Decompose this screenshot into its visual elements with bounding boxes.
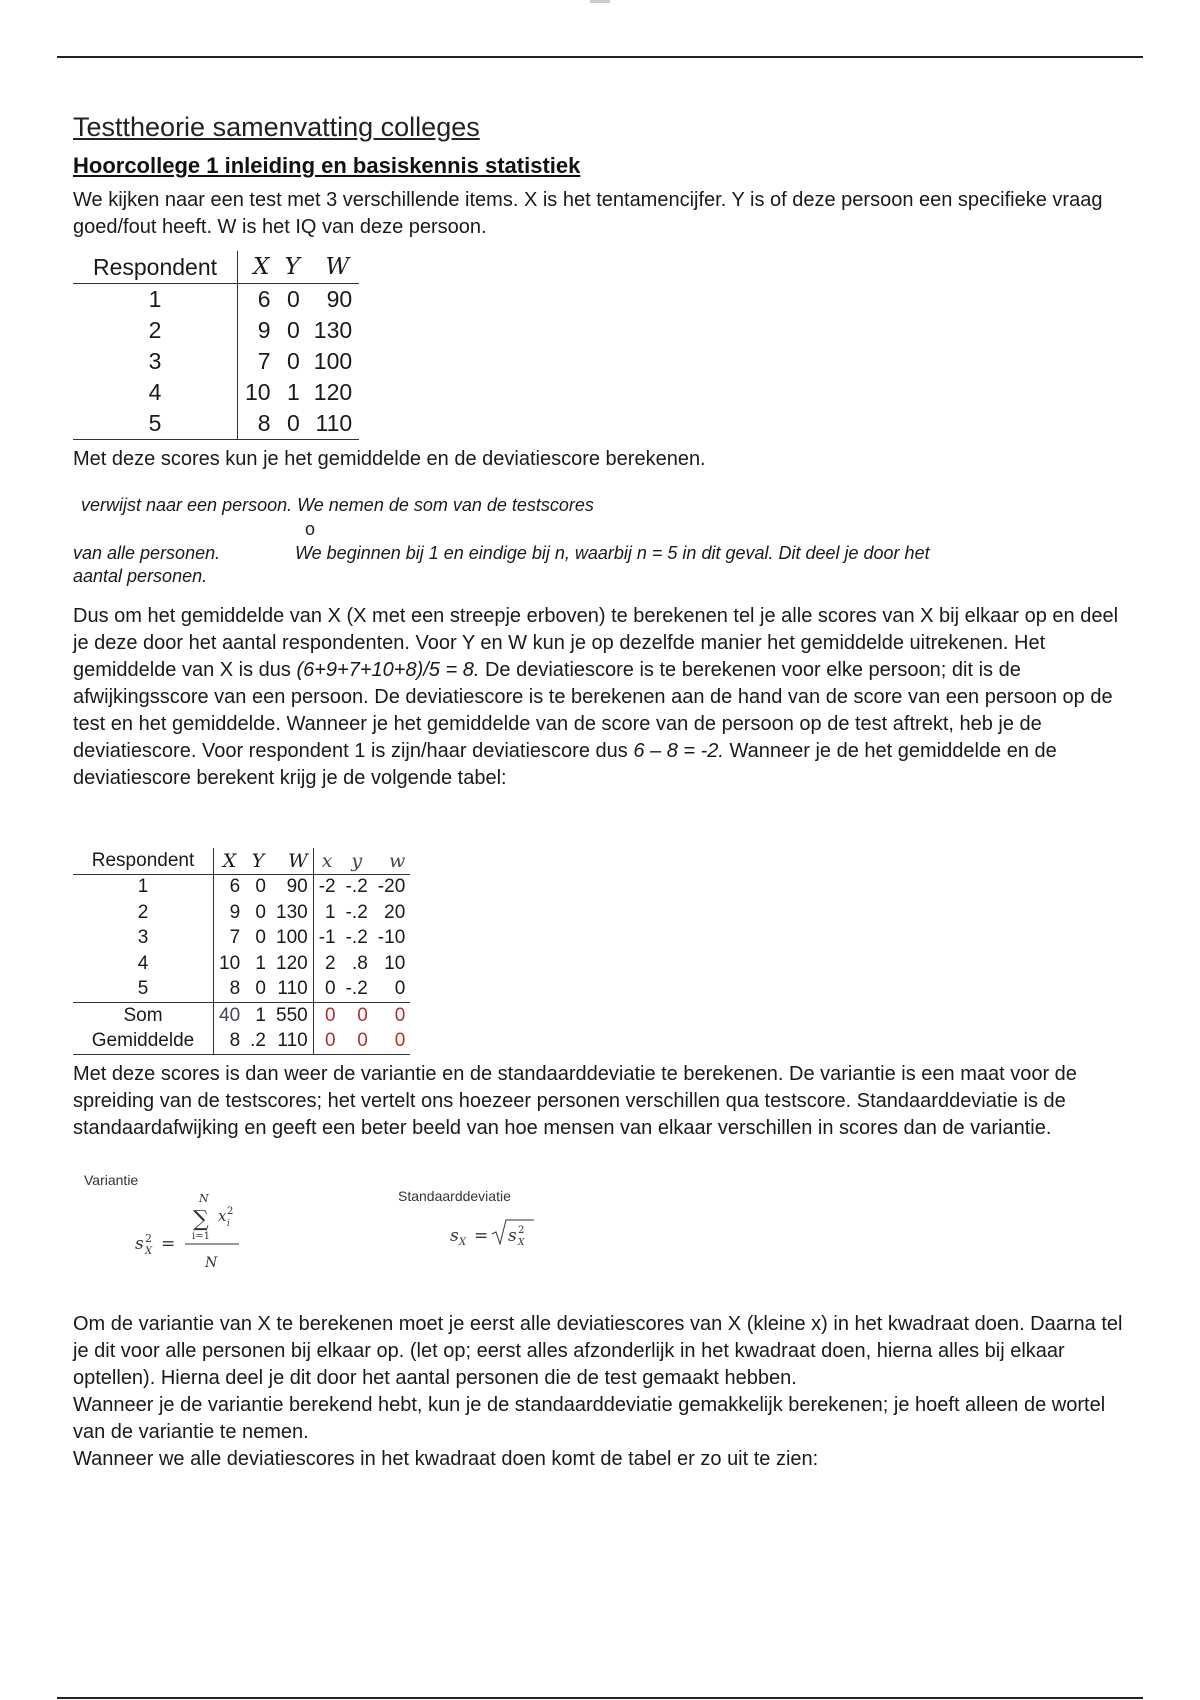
table-row (73, 284, 359, 316)
table-row (73, 377, 359, 408)
table-cell: 1 (255, 952, 266, 974)
table-cell: 0 (278, 408, 307, 440)
mean-row (73, 1029, 410, 1055)
page-marker (590, 0, 610, 3)
table-cell: 1 (245, 1003, 271, 1029)
section-title: Hoorcollege 1 inleiding en basiskennis statistiek (73, 153, 581, 178)
table-cell: 0 (394, 978, 406, 1000)
table-cell: 0 (255, 927, 266, 949)
table-cell: 0 (313, 977, 340, 1003)
table-cell: 9 (257, 317, 271, 343)
table-cell: 110 (307, 408, 359, 440)
mean-paragraph (73, 603, 1133, 792)
formula-note-small-o: o (305, 519, 316, 539)
x-i-squared: x (218, 1207, 227, 1225)
table-cell: Gemiddelde (73, 1029, 214, 1055)
table-row (73, 926, 410, 952)
calculation: 6 – 8 = -2. (633, 740, 724, 762)
scores-table (73, 251, 359, 440)
formula-block (73, 1162, 1133, 1307)
svg-text:X: X (459, 1237, 467, 1248)
table-cell: 20 (384, 901, 406, 923)
table-cell: .2 (245, 1029, 271, 1055)
calculation: (6+9+7+10+8)/5 = 8. (296, 659, 480, 681)
table-cell: -.2 (345, 927, 368, 949)
table-cell: 2 (73, 315, 238, 346)
column-header: x (313, 848, 340, 874)
text-run: Dus om het gemiddelde van X (X met een streepje erboven) te berekenen tel je alle scores van X bij elkaar op en deel je deze door het aantal respondenten. Voor Y en W kun je op dezelfde manier het gemiddelde uitrekenen. Het gemiddelde van X is dus (73, 605, 1119, 681)
mean-formula-note (73, 495, 1133, 585)
table-cell: 1 (73, 874, 214, 900)
table-cell: 9 (229, 901, 241, 923)
table-cell: 110 (271, 1029, 313, 1055)
table-cell: 8 (229, 978, 241, 1000)
table-cell: 130 (313, 317, 353, 343)
table-row (73, 977, 410, 1003)
svg-text:2: 2 (227, 1206, 234, 1217)
table-cell: 7 (229, 927, 241, 949)
column-header: X (214, 848, 246, 874)
table-cell: 0 (286, 317, 300, 343)
table-cell: 100 (276, 927, 308, 949)
formula-note-line: We beginnen bij 1 en eindige bij n, waarbij n = 5 in dit geval. Dit deel je door het (295, 543, 930, 563)
table-row (73, 874, 410, 900)
table-row (73, 951, 410, 977)
table-cell: -20 (377, 876, 406, 898)
table-cell: 0 (373, 1003, 410, 1029)
table-cell: 2 (313, 951, 340, 977)
table-cell: Som (73, 1003, 214, 1029)
formula-note-line: verwijst naar een persoon. We nemen de som van de testscores (81, 495, 594, 515)
table-row (73, 900, 410, 926)
table-cell: -2 (313, 874, 340, 900)
column-header: w (373, 848, 410, 874)
table-cell: 6 (257, 286, 271, 312)
table-cell: 0 (286, 348, 300, 374)
s-x-squared: s (508, 1226, 517, 1246)
sum-lower-limit: i=1 (192, 1231, 210, 1242)
text-run: De deviatiescore is te berekenen voor elke persoon; dit is de afwijkingsscore van een persoon. De deviatiescore is te berekenen aan de hand van de score van een persoon op de test en het gemiddelde. Wanneer je het gemiddelde van de score van de persoon op de test aftrekt, heb je de deviatiescore. Voor respondent 1 is zijn/haar deviatiescore dus (73, 659, 1113, 762)
table-cell: 0 (373, 1029, 410, 1055)
table-cell: 0 (286, 286, 300, 312)
table-cell: 550 (271, 1003, 313, 1029)
column-header: W (307, 251, 359, 284)
table-cell: 2 (73, 900, 214, 926)
table-cell: -.2 (345, 978, 368, 1000)
table-cell: 0 (313, 1029, 340, 1055)
intro-paragraph: We kijken naar een test met 3 verschillende items. X is het tentamencijfer. Y is of deze persoon een specifieke vraag goed/fout heeft. W is het IQ van deze persoon. (73, 189, 1103, 238)
column-header: W (271, 848, 313, 874)
table-cell: 0 (255, 901, 266, 923)
formula-note-line: van alle personen. (73, 543, 221, 563)
text-run: Wanneer je de het gemiddelde en de deviatiescore berekent krijg je de volgende tabel: (73, 740, 1057, 789)
sum-row (73, 1003, 410, 1029)
closing-paragraph: Wanneer je de variantie berekend hebt, kun je de standaarddeviatie gemakkelijk berekenen; je hoeft alleen de wortel van de variantie te nemen. (73, 1394, 1106, 1443)
deviation-table (73, 848, 410, 1055)
table-cell: 6 (229, 876, 241, 898)
table-cell: -.2 (345, 901, 368, 923)
table-cell: 100 (313, 348, 353, 374)
stddev-formula (448, 1208, 558, 1258)
variance-formula (133, 1188, 253, 1283)
column-header: Y (278, 251, 307, 284)
table-cell: 3 (73, 926, 214, 952)
variance-paragraph: Met deze scores is dan weer de variantie en de standaarddeviatie te berekenen. De variantie is een maat voor de spreiding van de testscores; het vertelt ons hoezeer personen verschillen qua testscore. Standaarddeviatie is de standaardafwijking en geeft een beter beeld van hoe mensen van elkaar verschillen in scores dan de variantie. (73, 1063, 1077, 1139)
table-cell: 10 (384, 952, 406, 974)
column-header: Respondent (73, 251, 238, 284)
closing-paragraph: Wanneer we alle deviatiescores in het kwadraat doen komt de tabel er zo uit te zien: (73, 1448, 819, 1470)
document-body (73, 112, 1133, 1473)
formula-note-line: aantal personen. (73, 566, 208, 586)
table-cell: 110 (277, 978, 308, 1000)
equals-sign: = (161, 1234, 176, 1254)
table-cell: 1 (73, 284, 238, 316)
table-cell: -1 (313, 926, 340, 952)
stddev-label: Standaarddeviatie (398, 1188, 511, 1204)
svg-text:X: X (145, 1246, 153, 1257)
svg-text:2: 2 (518, 1225, 525, 1236)
table-cell: 0 (313, 1003, 340, 1029)
table-cell: 120 (313, 379, 353, 405)
after-table-text: Met deze scores kun je het gemiddelde en de deviatiescore berekenen. (73, 448, 706, 470)
table-header-row (73, 848, 410, 874)
s-squared: s (135, 1234, 144, 1254)
table-row (73, 346, 359, 377)
denominator-n: N (205, 1255, 218, 1271)
table-cell: 90 (286, 876, 308, 898)
header-rule (57, 56, 1143, 58)
table-cell: 0 (341, 1003, 373, 1029)
table-cell: 0 (255, 876, 266, 898)
table-cell: -10 (377, 927, 406, 949)
table-cell: 1 (313, 900, 340, 926)
sigma-symbol: ∑ (193, 1207, 209, 1232)
table-cell: 5 (73, 408, 238, 440)
table-row (73, 315, 359, 346)
table-cell: 0 (341, 1029, 373, 1055)
table-cell: 3 (73, 346, 238, 377)
table-row (73, 408, 359, 440)
column-header: Y (245, 848, 271, 874)
equals-sign: = (474, 1226, 489, 1246)
table-cell: 10 (245, 379, 271, 405)
svg-text:2: 2 (145, 1232, 152, 1245)
table-cell: 10 (219, 952, 241, 974)
svg-text:i: i (227, 1219, 230, 1229)
table-cell: 8 (238, 408, 278, 440)
table-cell: .8 (351, 952, 368, 974)
table-cell: 8 (214, 1029, 246, 1055)
table-cell: 120 (276, 952, 308, 974)
column-header: y (341, 848, 373, 874)
table-cell: 1 (286, 379, 300, 405)
table-cell: 0 (255, 978, 266, 1000)
footer-rule (57, 1697, 1143, 1699)
column-header: Respondent (73, 848, 214, 874)
closing-paragraph: Om de variantie van X te berekenen moet je eerst alle deviatiescores van X (kleine x) in het kwadraat doen. Daarna tel je dit voor alle personen bij elkaar op. (let op; eerst alles afzonderlijk in het kwadraat doen, hierna alles bij elkaar optellen). Hierna deel je dit door het aantal personen die de test gemaakt hebben. (73, 1313, 1123, 1389)
svg-text:X: X (518, 1238, 525, 1248)
table-cell: 90 (326, 286, 353, 312)
table-cell: 40 (214, 1003, 246, 1029)
table-cell: -.2 (345, 876, 368, 898)
s-x: s (450, 1226, 459, 1246)
table-cell: 7 (257, 348, 271, 374)
column-header: X (238, 251, 278, 284)
table-cell: 4 (73, 377, 238, 408)
sum-upper-limit: N (199, 1192, 209, 1205)
table-cell: 130 (276, 901, 308, 923)
variance-label: Variantie (84, 1172, 139, 1188)
document-title: Testtheorie samenvatting colleges (73, 112, 480, 142)
table-header-row (73, 251, 359, 284)
table-cell: 5 (73, 977, 214, 1003)
table-cell: 4 (73, 951, 214, 977)
